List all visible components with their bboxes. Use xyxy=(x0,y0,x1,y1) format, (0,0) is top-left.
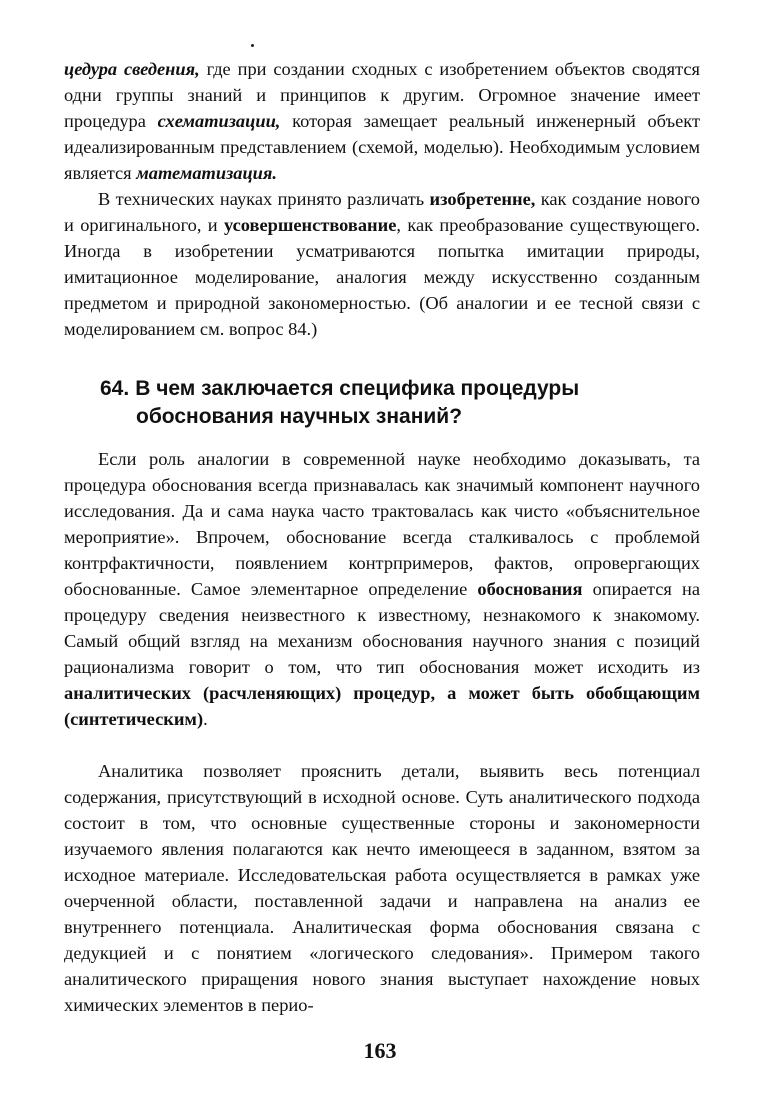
body-text: опирается на процедуру сведения неизвестного к известному, незнакомого к знакомому. Самый общий взгляд на механизм обоснования научного знания с позиций рационализма говорит о том, что тип обоснования может исходить из xyxy=(64,579,701,677)
paragraph-4 xyxy=(64,758,700,1018)
section-title-line-1: В чем заключается специфика процедуры xyxy=(135,377,580,400)
body-text: где при создании сходных с изобретением объектов сводятся одни группы знаний и принципов к другим. Огромное значение имеет процедура xyxy=(64,59,700,131)
paragraph-2 xyxy=(64,186,700,342)
section-number: 64. xyxy=(100,377,130,400)
emphasis-text: схематизации, xyxy=(157,111,281,131)
section-title-line-2: обоснования научных знаний? xyxy=(136,405,463,428)
section-heading xyxy=(100,375,700,431)
page-number: 163 xyxy=(363,1038,397,1063)
term-text: обоснования xyxy=(477,579,583,599)
body-text: Если роль аналогии в современной науке необходимо доказывать, та процедура обоснования всегда признавалась как значимый компонент научного исследования. Да и сама наука часто трактовалась как чисто «объяснительное мероприятие». Впрочем, обоснование всегда сталкивалось с проблемой контрфактичности, появлением контрпримеров, фактов, опровергающих обоснованные. Самое элементарное определение xyxy=(64,449,700,599)
term-text: изобретенне, xyxy=(429,189,536,209)
paragraph-3 xyxy=(64,446,700,732)
body-text: которая замещает реальный инженерный объект идеализированным представлением (схемой, моделью). Необходимым условием является xyxy=(64,111,700,183)
body-text: как создание нового и оригинального, и xyxy=(64,189,701,235)
speck-mark xyxy=(251,44,254,47)
body-text: Аналитика позволяет прояснить детали, выявить весь потенциал содержания, присутствующий в исходной основе. Суть аналитического подхода состоит в том, что основные существенные стороны и закономерности изучаемого явления полагаются как нечто имеющееся в заданном, взятом за исходное материале. Исследовательская работа осуществляется в рамках уже очерченной области, поставленной задачи и направлена на анализ ее внутреннего потенциала. Аналитическая форма обоснования связана с дедукцией и с понятием «логического следования». Примером такого аналитического приращения нового знания выступает нахождение новых химических элементов в перио- xyxy=(64,761,700,1015)
emphasis-text: цедура сведения, xyxy=(64,59,200,79)
emphasis-text: математизация. xyxy=(136,163,277,183)
term-text: усовершенствование xyxy=(224,215,397,235)
term-text: аналитических (расчленяющих) процедур, а может быть обобщающим (синтетическим) xyxy=(64,683,700,729)
paragraph-1 xyxy=(64,56,700,186)
body-text: В технических науках принято различать xyxy=(98,189,430,209)
body-text: , как преобразование существующего. Иногда в изобретении усматриваются попытка имитации природы, имитационное моделирование, аналогия между искусственно созданным предметом и природной закономерностью. (Об аналогии и ее тесной связи с моделированием см. вопрос 84.) xyxy=(64,215,700,339)
body-text: . xyxy=(203,709,208,729)
